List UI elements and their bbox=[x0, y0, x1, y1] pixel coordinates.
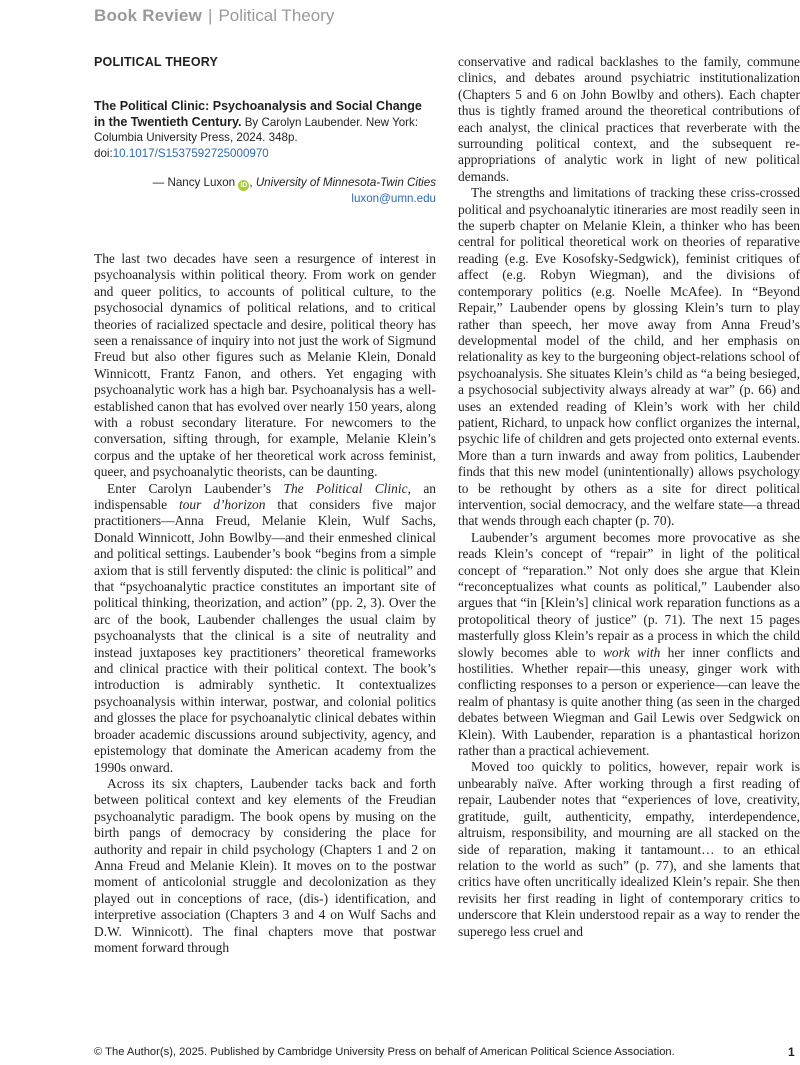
foreign-phrase: tour d’horizon bbox=[178, 497, 266, 512]
paragraph: The strengths and limitations of tracking these criss-crossed political and psychoanalytic itineraries are most readily seen in the superb chapter on Melanie Klein, a thinker who has been central for political theoretical work on theories of reparative reading (e.g. Eve Kosofsky-Sedgwick), feminist critiques of affect (e.g. Robyn Wiegman), and the divisions of contemporary politics (e.g. Noelle McAfee). In “Beyond Repair,” Laubender opens by glossing Klein’s turn to play rather than speech, her move away from Anna Freud’s developmental model of the child, and her emphasis on relationality as key to the burgeoning object-relations school of psychoanalysis. She situates Klein’s child as “a being besieged, a psychosocial subjectivity always already at war” (p. 66) and uses an extended reading of Klein’s work with her child patient, Richard, to unpack how conflict organizes the internal, psychic life of children and gets projected onto external events. More than a turn inwards and away from politics, Laubender finds that this new model (unintentionally) allows psychology to be rethought by others as a site for direct political intervention, social democracy, and the welfare state—a thread that wends through each chapter (p. 70). bbox=[458, 185, 800, 529]
reviewer-affiliation: University of Minnesota-Twin Cities bbox=[255, 176, 436, 190]
book-title-italic: The Political Clinic bbox=[283, 480, 408, 496]
doi-prefix: doi: bbox=[94, 146, 113, 160]
left-body-text bbox=[94, 251, 436, 956]
right-column bbox=[458, 54, 800, 940]
orcid-icon[interactable]: iD bbox=[240, 182, 248, 190]
running-head bbox=[94, 6, 334, 26]
emphasis: work with bbox=[602, 644, 661, 660]
reviewer-block bbox=[94, 175, 436, 207]
paragraph: The last two decades have seen a resurgence of interest in psychoanalysis within political theory. From work on gender and queer politics, to accounts of political culture, to the psychosocial dynamics of political relations, and to critical theories of racialized spectacle and desire, political theory has seen a renaissance of inquiry into not just the work of Sigmund Freud but also other figures such as Melanie Klein, Donald Winnicott, Frantz Fanon, and others. Yet engaging with psychoanalytic work has a high bar. Psychoanalysis has a well-established canon that has evolved over nearly 150 years, along with a robust secondary literature. For newcomers to the conversation, sifting through, for example, Melanie Klein’s corpus and the uptake of her theoretical work across feminist, queer, and psychoanalytic theorists, can be daunting. bbox=[94, 250, 436, 480]
left-column bbox=[94, 54, 436, 956]
running-head-section: Book Review bbox=[94, 6, 203, 25]
reviewer-line bbox=[94, 175, 436, 191]
paragraph: Moved too quickly to politics, however, repair work is unbearably naïve. After working through a first reading of repair, Laubender notes that “experiences of love, creativity, gratitude, guilt, authenticity, empathy, interdependence, altruism, responsibility, and mourning are all stacked on the side of reparation, making it tantamount… to an ethical relation to the world as such” (p. 77), and she laments that critics have often uncritically idealized Klein’s repair. She then revisits her first reading in light of contemporary critics to underscore that Klein understood repair as a way to render the superego less cruel and bbox=[458, 759, 800, 939]
paragraph bbox=[94, 481, 436, 776]
book-details: By Carolyn Laubender. New York: Columbia University Press, 2024. 348p. bbox=[94, 115, 419, 145]
copyright-footer: © The Author(s), 2025. Published by Cambridge University Press on behalf of American Political Science Association. bbox=[94, 1046, 675, 1058]
text-run: Laubender’s argument becomes more provocative as she reads Klein’s concept of “repair” in light of the political concept of “reparation.” Not only does she argue that Klein “reconceptualizes what counts as political,” Laubender also argues that “in [Klein’s] clinical work reparation functions as a protopolitical theory of justice” (p. 71). The next 15 pages masterfully gloss Klein’s repair as a process in which the child slowly becomes able to bbox=[458, 529, 800, 660]
doi-link[interactable]: 10.1017/S1537592725000970 bbox=[112, 146, 269, 160]
reviewer-name: — Nancy Luxon bbox=[152, 176, 236, 190]
affiliation-separator: , bbox=[249, 176, 256, 190]
paragraph: Across its six chapters, Laubender tacks back and forth between political context and key elements of the Freudian psychoanalytic paradigm. The book opens by musing on the birth pangs of democracy by considering the place for authority and repair in child psychology (Chapters 1 and 2 on Anna Freud and Melanie Klein). It moves on to the postwar moment of anticolonial struggle and decolonization as they played out in conceptions of race, (dis-) identification, and interpretive association (Chapters 3 and 4 on Wulf Sachs and D.W. Winnicott). The final chapters move that postwar moment forward through bbox=[94, 775, 436, 955]
text-run: , an indispensable bbox=[94, 480, 436, 512]
running-head-field: Political Theory bbox=[218, 6, 335, 25]
book-title: The Political Clinic: Psychoanalysis and Social Change in the Twentieth Century. bbox=[94, 99, 422, 129]
page-number: 1 bbox=[788, 1045, 795, 1059]
reviewer-email-link[interactable]: luxon@umn.edu bbox=[351, 192, 436, 206]
paragraph-continued: conservative and radical backlashes to the family, commune clinics, and debates around psychiatric institutionalization (Chapters 5 and 6 on John Bowlby and others). Each chapter thus is tightly framed around the theoretical contributions of each analyst, the clinical practices that reverberate with the surrounding political context, and the subsequent re-appropriations of analytic work in light of new political demands. bbox=[458, 54, 800, 184]
book-citation bbox=[94, 99, 436, 146]
running-head-separator: | bbox=[208, 6, 213, 25]
text-run: that considers five major practitioners—Anna Freud, Melanie Klein, Wulf Sachs, Donald Winnicott, John Bowlby—and their enmeshed clinical and political settings. Laubender’s book “begins from a simple axiom that is still fervently disputed: the clinic is political” and that “psychoanalytic practice constitutes an important site of political thinking, theorization, and action” (pp. 2, 3). Over the arc of the book, Laubender challenges the usual claim by psychoanalysts that the clinical is a site of neutrality and instead juxtaposes key practitioners’ theoretical frameworks and clinical practice with their political context. The book’s introduction is admirably synthetic. It contextualizes psychoanalysis within interwar, postwar, and colonial politics and glosses the place for psychoanalytic clinical debates within broader academic discussions around subjectivity, agency, and epistemology that dominate the American academy from the 1990s onward. bbox=[94, 497, 436, 775]
doi-line bbox=[94, 146, 436, 162]
text-run: her inner conflicts and hostilities. Whether repair—this uneasy, ginger work with conflicting responses to a person or experience—can leave the realm of phantasy is quite another thing (as seen in the charged debates between Wiegman and Gail Lewis over Sedgwick on Klein). With Laubender, reparation is a phantastical horizon rather than a practical achievement. bbox=[458, 644, 800, 759]
section-heading: POLITICAL THEORY bbox=[94, 55, 219, 69]
paragraph bbox=[458, 530, 800, 760]
text-run: Enter Carolyn Laubender’s bbox=[107, 480, 284, 496]
